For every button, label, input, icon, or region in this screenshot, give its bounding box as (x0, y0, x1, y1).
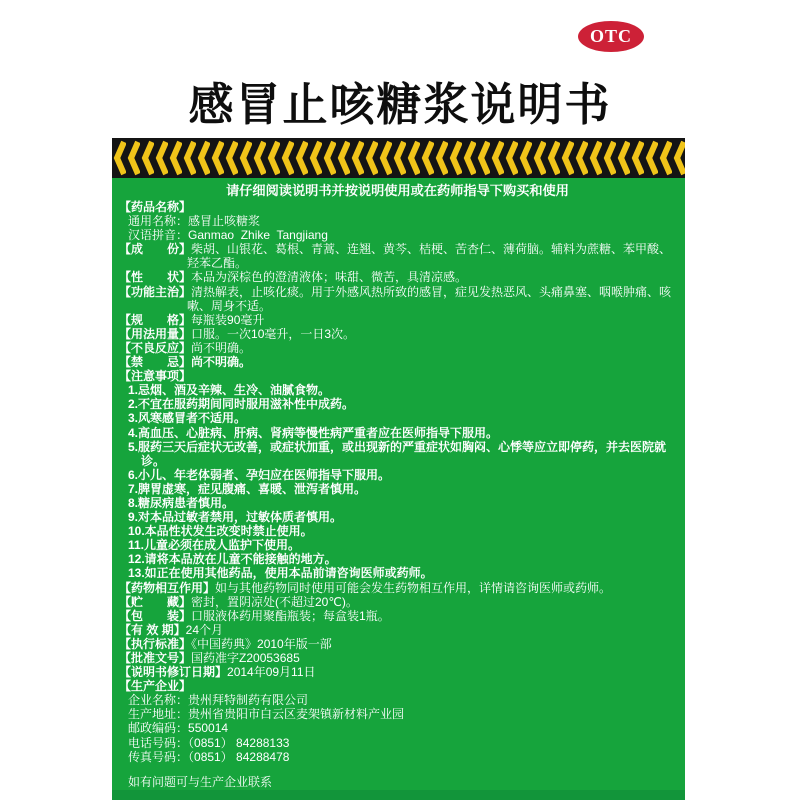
company-address-row (128, 707, 676, 721)
section-package (119, 609, 676, 623)
fax-label: 传真号码： (128, 749, 189, 764)
company-name-value: 贵州拜特制药有限公司 (188, 693, 309, 708)
precaution-item: 5.服药三天后症状无改善，或症状加重，或出现新的严重症状如胸闷、心悸等应立即停药，并去医院就诊。 (128, 439, 667, 468)
properties-value: 本品为深棕色的澄清液体；味甜、微苦，具清凉感。 (191, 270, 468, 285)
otc-badge-label: OTC (589, 26, 632, 46)
revision-date-value: 2014年09月11日 (227, 665, 316, 680)
company-address-value: 贵州省贵阳市白云区麦架镇新材料产业园 (188, 707, 405, 722)
package-value: 口服液体药用聚酯瓶装；每盒装1瓶。 (191, 608, 390, 623)
contraindication-label: 【禁 忌】 (119, 355, 192, 370)
generic-name-row (128, 214, 676, 228)
section-standard (119, 637, 676, 651)
precaution-item: 8.糖尿病患者慎用。 (128, 495, 235, 510)
hazard-stripe (112, 138, 685, 178)
interaction-value: 如与其他药物同时使用可能会发生药物相互作用，详情请咨询医师或药师。 (215, 580, 612, 595)
precaution-item: 7.脾胃虚寒，症见腹痛、喜暖、泄泻者慎用。 (128, 481, 367, 496)
panel-bottom-shade (112, 790, 685, 800)
leaflet-body (112, 178, 685, 800)
precaution-item: 13.如正在使用其他药品，使用本品前请咨询医师或药师。 (128, 566, 433, 581)
functions-value: 清热解表，止咳化痰。用于外感风热所致的感冒，症见发热恶风、头痛鼻塞、咽喉肿痛、咳嗽、周身不适。 (187, 284, 672, 313)
storage-value: 密封，置阴凉处(不超过20℃)。 (191, 594, 358, 609)
pinyin-value: Ganmao Zhike Tangjiang (188, 228, 328, 243)
contraindication-value: 尚不明确。 (191, 355, 252, 370)
functions-label: 【功能主治】 (119, 284, 192, 299)
spec-value: 每瓶装90毫升 (191, 312, 265, 327)
spec-label: 【规 格】 (119, 312, 192, 327)
company-name-label: 企业名称： (128, 693, 189, 708)
precaution-item: 4.高血压、心脏病、肝病、肾病等慢性病严重者应在医师指导下服用。 (128, 425, 499, 440)
section-properties (119, 270, 676, 284)
approval-label: 【批准文号】 (119, 651, 192, 665)
adverse-label: 【不良反应】 (119, 340, 192, 355)
section-functions (119, 285, 676, 313)
postal-code-row (128, 721, 676, 735)
fax-value: （0851） 84288478 (188, 749, 290, 764)
section-validity (119, 623, 676, 637)
fax-row (128, 750, 676, 764)
postal-code-label: 邮政编码： (128, 721, 189, 736)
section-approval (119, 651, 676, 665)
dosage-value: 口服。一次10毫升，一日3次。 (191, 326, 356, 341)
phone-row (128, 736, 676, 750)
section-contraindication (119, 355, 676, 369)
package-label: 【包 装】 (119, 608, 192, 623)
section-spec (119, 313, 676, 327)
precaution-item: 12.请将本品放在儿童不能接触的地方。 (128, 552, 337, 567)
properties-label: 【性 状】 (119, 270, 192, 285)
section-precautions-header: 【注意事项】 (119, 369, 192, 384)
precaution-item: 3.风寒感冒者不适用。 (128, 411, 247, 426)
precaution-item: 10.本品性状发生改变时禁止使用。 (128, 524, 313, 539)
company-address-label: 生产地址： (128, 707, 189, 722)
contact-footer-note: 如有问题可与生产企业联系 (128, 774, 273, 789)
storage-label: 【贮 藏】 (119, 594, 192, 609)
section-dosage (119, 327, 676, 341)
pinyin-label: 汉语拼音： (128, 228, 189, 243)
postal-code-value: 550014 (188, 721, 229, 736)
section-drug-name-header: 【药品名称】 (119, 200, 192, 214)
precaution-item: 11.儿童必须在成人监护下使用。 (128, 538, 301, 553)
phone-label: 电话号码： (128, 735, 189, 750)
precaution-item: 1.忌烟、酒及辛辣、生冷、油腻食物。 (128, 383, 331, 398)
hazard-stripe-graphic (112, 138, 685, 178)
precaution-item: 9.对本品过敏者禁用，过敏体质者慎用。 (128, 510, 343, 525)
ingredients-value: 柴胡、山银花、葛根、青蒿、连翘、黄芩、桔梗、苦杏仁、薄荷脑。辅料为蔗糖、苯甲酸、羟苯乙酯。 (187, 242, 672, 271)
page-title: 感冒止咳糖浆说明书 (188, 79, 612, 130)
section-storage (119, 595, 676, 609)
interaction-label: 【药物相互作用】 (119, 580, 216, 595)
generic-name-label: 通用名称： (128, 214, 189, 229)
pinyin-row (128, 228, 676, 242)
precaution-item: 2.不宜在服药期间同时服用滋补性中成药。 (128, 397, 355, 412)
section-adverse (119, 341, 676, 355)
dosage-label: 【用法用量】 (119, 326, 192, 341)
ingredients-label: 【成 份】 (119, 242, 192, 257)
adverse-value: 尚不明确。 (191, 340, 252, 355)
company-name-row (128, 693, 676, 707)
section-ingredients (119, 242, 676, 270)
approval-value: 国药准字Z20053685 (191, 651, 300, 665)
section-interaction (119, 581, 676, 595)
phone-value: （0851） 84288133 (188, 735, 290, 750)
section-manufacturer-header: 【生产企业】 (119, 679, 192, 694)
precaution-item: 6.小儿、年老体弱者、孕妇应在医师指导下服用。 (128, 467, 391, 482)
generic-name-value: 感冒止咳糖浆 (188, 214, 261, 229)
section-revision-date (119, 665, 676, 679)
usage-notice: 请仔细阅读说明书并按说明使用或在药师指导下购买和使用 (226, 183, 569, 198)
standard-value: 《中国药典》2010年版一部 (191, 636, 332, 651)
standard-label: 【执行标准】 (119, 636, 192, 651)
otc-badge (578, 21, 644, 52)
validity-label: 【有 效 期】 (119, 622, 186, 637)
validity-value: 24个月 (185, 622, 224, 637)
revision-date-label: 【说明书修订日期】 (119, 665, 228, 680)
